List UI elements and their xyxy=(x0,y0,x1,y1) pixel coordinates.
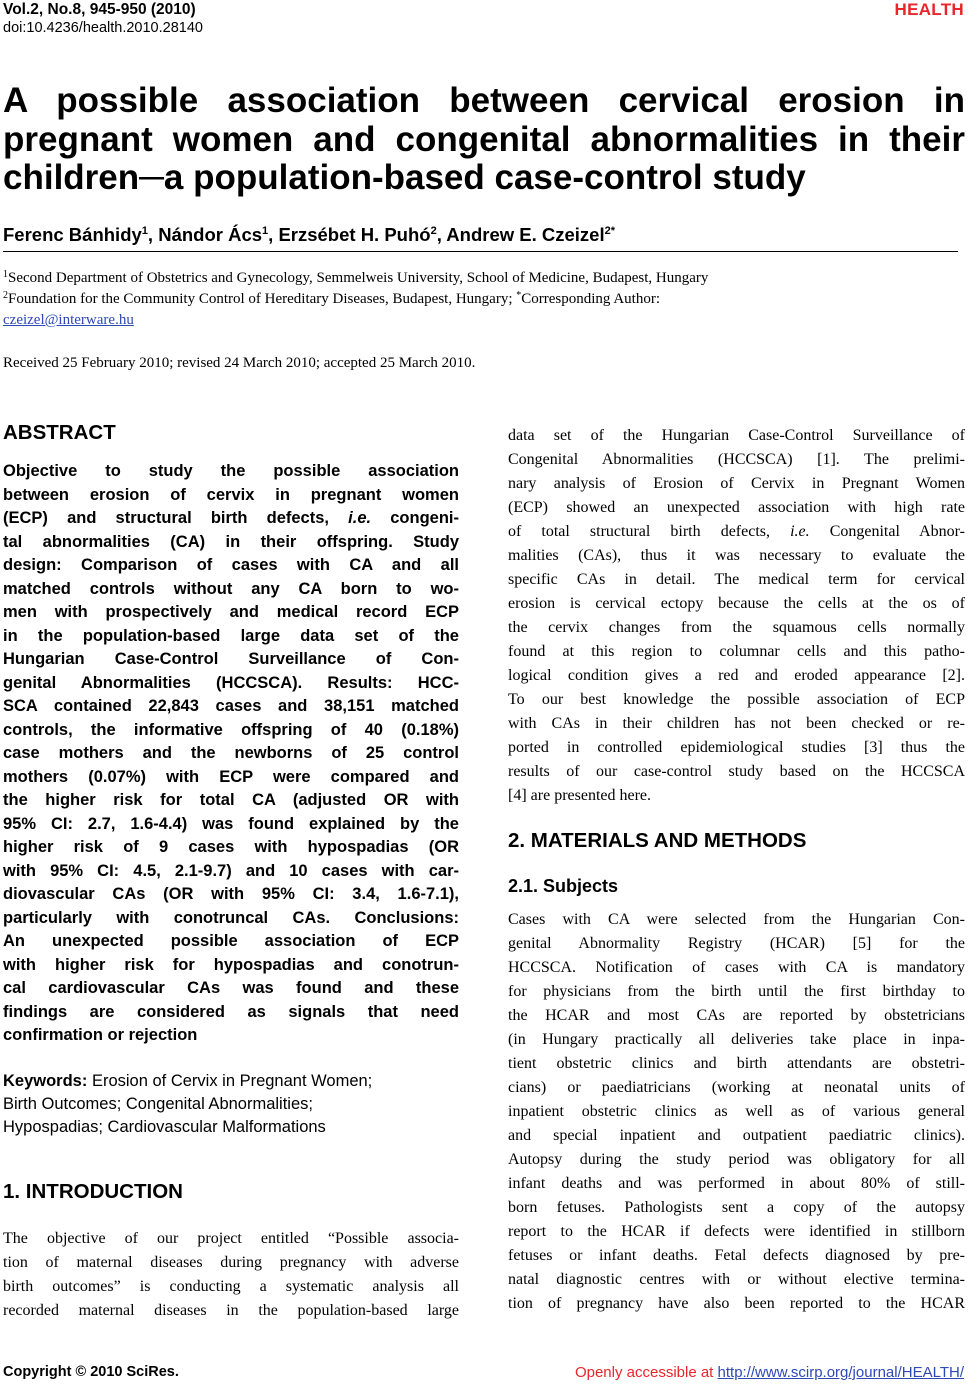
text-line: logical condition gives a red and eroded appearance [2]. xyxy=(508,667,965,684)
text-line: results of our case-control study based on the HCCSCA xyxy=(508,763,965,780)
text-line: diovascular CAs (OR with 95% CI: 3.4, 1.6-7.1), xyxy=(3,885,459,903)
author-name: Nándor Ács xyxy=(158,224,263,245)
text-line: cians) or paediatricians (working at neonatal units of xyxy=(508,1079,965,1096)
text-line: Hungarian Case-Control Surveillance of Con- xyxy=(3,650,459,668)
text-line: nary analysis of Erosion of Cervix in Pregnant Women xyxy=(508,475,965,492)
paper-title xyxy=(3,82,965,198)
text-line: fetuses or infant deaths. Fetal defects diagnosed by pre- xyxy=(508,1247,965,1264)
text-line: case mothers and the newborns of 25 control xyxy=(3,744,459,762)
text-line: birth outcomes” is conducting a systematic analysis all xyxy=(3,1277,459,1295)
doi: doi:10.4236/health.2010.28140 xyxy=(3,20,203,36)
corresponding-label: Corresponding Author: xyxy=(521,291,660,307)
affiliation-1 xyxy=(3,268,963,289)
text-line: born fetuses. Pathologists sent a copy of the autopsy xyxy=(508,1199,965,1216)
text-line: design: Comparison of cases with CA and all xyxy=(3,556,459,574)
text-line: data set of the Hungarian Case-Control Surveillance of xyxy=(508,427,965,444)
methods-heading: 2. MATERIALS AND METHODS xyxy=(508,829,807,852)
author-name: Andrew E. Czeizel xyxy=(446,224,605,245)
text-line: the cervix changes from the squamous cells normally xyxy=(508,619,965,636)
affil-text: Second Department of Obstetrics and Gynecology, Semmelweis University, School of Medicine, Budapest, Hungary xyxy=(8,270,709,286)
text-line: erosion is cervical ectopy because the cells at the os of xyxy=(508,595,965,612)
text-line: HCCSCA. Notification of cases with CA is mandatory xyxy=(508,959,965,976)
introduction-heading: 1. INTRODUCTION xyxy=(3,1179,183,1203)
journal-url-link[interactable]: http://www.scirp.org/journal/HEALTH/ xyxy=(717,1364,964,1381)
text-line: with higher risk for hypospadias and conotrun- xyxy=(3,955,459,974)
text-line: specific CAs in detail. The medical term for cervical xyxy=(508,571,965,588)
title-line: children─a population-based case-control study xyxy=(3,158,806,197)
author-separator: , xyxy=(436,224,447,245)
right-column xyxy=(508,424,965,1316)
text-line: ported in controlled epidemiological studies [3] thus the xyxy=(508,739,965,756)
text-line: tion of pregnancy have also been reported to the HCAR xyxy=(508,1295,965,1312)
title-divider xyxy=(3,251,958,252)
affiliation-2 xyxy=(3,289,963,310)
text-line: findings are considered as signals that need xyxy=(3,1002,459,1021)
keywords-label: Keywords: xyxy=(3,1071,88,1090)
author-affil-mark: 2* xyxy=(604,225,616,237)
text-line: the higher risk for total CA (adjusted OR with xyxy=(3,791,459,809)
title-line: A possible association between cervical erosion in xyxy=(3,81,965,120)
copyright: Copyright © 2010 SciRes. xyxy=(3,1364,179,1380)
text-line: controls, the informative offspring of 40 (0.18%) xyxy=(3,720,459,739)
text-line: confirmation or rejection xyxy=(3,1026,198,1044)
author-affil-mark: 1 xyxy=(262,225,269,237)
text-line: tal abnormalities (CA) in their offspring. Study xyxy=(3,532,459,551)
journal-header xyxy=(3,1,203,37)
text-line: recorded maternal diseases in the population-based large xyxy=(3,1301,459,1319)
text-line: SCA contained 22,843 cases and 38,151 matched xyxy=(3,697,459,715)
affiliations xyxy=(3,268,963,331)
text-line: report to the HCAR if defects were identified in stillborn xyxy=(508,1223,965,1240)
text-line: of total structural birth defects, i.e. Congenital Abnor- xyxy=(508,523,966,540)
text-line: with CAs in their children has not been checked or re- xyxy=(508,715,965,732)
text-line: genital Abnormalities (HCCSCA). Results: HCC- xyxy=(3,673,459,692)
keywords-line: Birth Outcomes; Congenital Abnormalities; xyxy=(3,1094,313,1113)
text-line: Cases with CA were selected from the Hungarian Con- xyxy=(508,911,965,928)
text-line: found at this region to columnar cells and this patho- xyxy=(508,643,965,660)
text-line: particularly with conotruncal CAs. Conclusions: xyxy=(3,908,459,927)
access-text: Openly accessible at xyxy=(574,1364,718,1381)
text-line: infant deaths and was performed in about 80% of still- xyxy=(508,1175,965,1192)
affil-mark: 2 xyxy=(3,290,8,301)
email-link[interactable]: czeizel@interware.hu xyxy=(3,312,134,328)
affil-mark: 1 xyxy=(3,269,8,280)
text-line: genital Abnormality Registry (HCAR) [5] for the xyxy=(508,935,965,952)
text-line: [4] are presented here. xyxy=(508,787,652,804)
open-access-note xyxy=(575,1364,964,1381)
text-line: cal cardiovascular CAs was found and these xyxy=(3,979,459,997)
affil-text: Foundation for the Community Control of Hereditary Diseases, Budapest, Hungary; xyxy=(8,291,517,307)
text-line: (in Hungary practically all deliveries take place in inpa- xyxy=(508,1031,965,1048)
text-line: between erosion of cervix in pregnant women xyxy=(3,485,459,504)
introduction-continued xyxy=(508,424,965,808)
text-line: natal diagnostic centres with or without elective termina- xyxy=(508,1271,965,1288)
author-name: Ferenc Bánhidy xyxy=(3,224,142,245)
text-line: in the population-based large data set of the xyxy=(3,626,459,645)
author-affil-mark: 2 xyxy=(430,225,437,237)
abstract-heading: ABSTRACT xyxy=(3,421,116,444)
keywords-line: Erosion of Cervix in Pregnant Women; xyxy=(87,1071,373,1090)
text-line: (ECP) and structural birth defects, i.e. congeni- xyxy=(3,509,459,527)
keywords xyxy=(3,1070,459,1139)
left-column xyxy=(3,420,459,1323)
author-separator: , xyxy=(147,224,159,245)
received-dates: Received 25 February 2010; revised 24 March 2010; accepted 25 March 2010. xyxy=(3,355,476,371)
text-line: the HCAR and most CAs are reported by obstetricians xyxy=(508,1007,965,1024)
author-affil-mark: 1 xyxy=(141,225,148,237)
corresponding-mark: * xyxy=(516,290,522,301)
text-line: men with prospectively and medical record ECP xyxy=(3,603,459,621)
abstract-body xyxy=(3,460,459,1048)
text-line: To our best knowledge the possible association of ECP xyxy=(508,691,965,708)
author-separator: , xyxy=(268,224,279,245)
volume-info: Vol.2, No.8, 945-950 (2010) xyxy=(3,1,196,18)
text-line: Autopsy during the study period was obligatory for all xyxy=(508,1151,965,1168)
text-line: inpatient obstetric clinics as well as of various general xyxy=(508,1103,965,1120)
text-line: Objective to study the possible association xyxy=(3,462,459,480)
author-name: Erzsébet H. Puhó xyxy=(278,224,431,245)
methods-body xyxy=(508,908,965,1316)
text-line: tient obstetric clinics and birth attendants are obstetri- xyxy=(508,1055,965,1072)
journal-name: HEALTH xyxy=(894,0,964,19)
text-line: mothers (0.07%) with ECP were compared and xyxy=(3,767,459,786)
keywords-line: Hypospadias; Cardiovascular Malformations xyxy=(3,1117,326,1136)
text-line: tion of maternal diseases during pregnancy with adverse xyxy=(3,1253,459,1271)
text-line: Congenital Abnormalities (HCCSCA) [1]. The prelimi- xyxy=(508,451,965,468)
title-line: pregnant women and congenital abnormalities in their xyxy=(3,119,965,159)
text-line: 95% CI: 2.7, 1.6-4.4) was found explained by the xyxy=(3,814,459,833)
subjects-subheading: 2.1. Subjects xyxy=(508,876,619,896)
text-line: higher risk of 9 cases with hypospadias (OR xyxy=(3,838,459,856)
introduction-body xyxy=(3,1227,459,1323)
text-line: for physicians from the birth until the first birthday to xyxy=(508,983,965,1000)
author-list xyxy=(3,224,615,246)
text-line: matched controls without any CA born to wo- xyxy=(3,579,459,598)
text-line: malities (CAs), thus it was necessary to evaluate the xyxy=(508,547,965,564)
text-line: with 95% CI: 4.5, 2.1-9.7) and 10 cases with car- xyxy=(3,861,459,880)
text-line: and special inpatient and outpatient paediatric clinics). xyxy=(508,1127,965,1144)
text-line: An unexpected possible association of ECP xyxy=(3,932,459,950)
text-line: The objective of our project entitled “Possible associa- xyxy=(3,1229,459,1247)
text-line: (ECP) showed an unexpected association with high rate xyxy=(508,499,965,516)
